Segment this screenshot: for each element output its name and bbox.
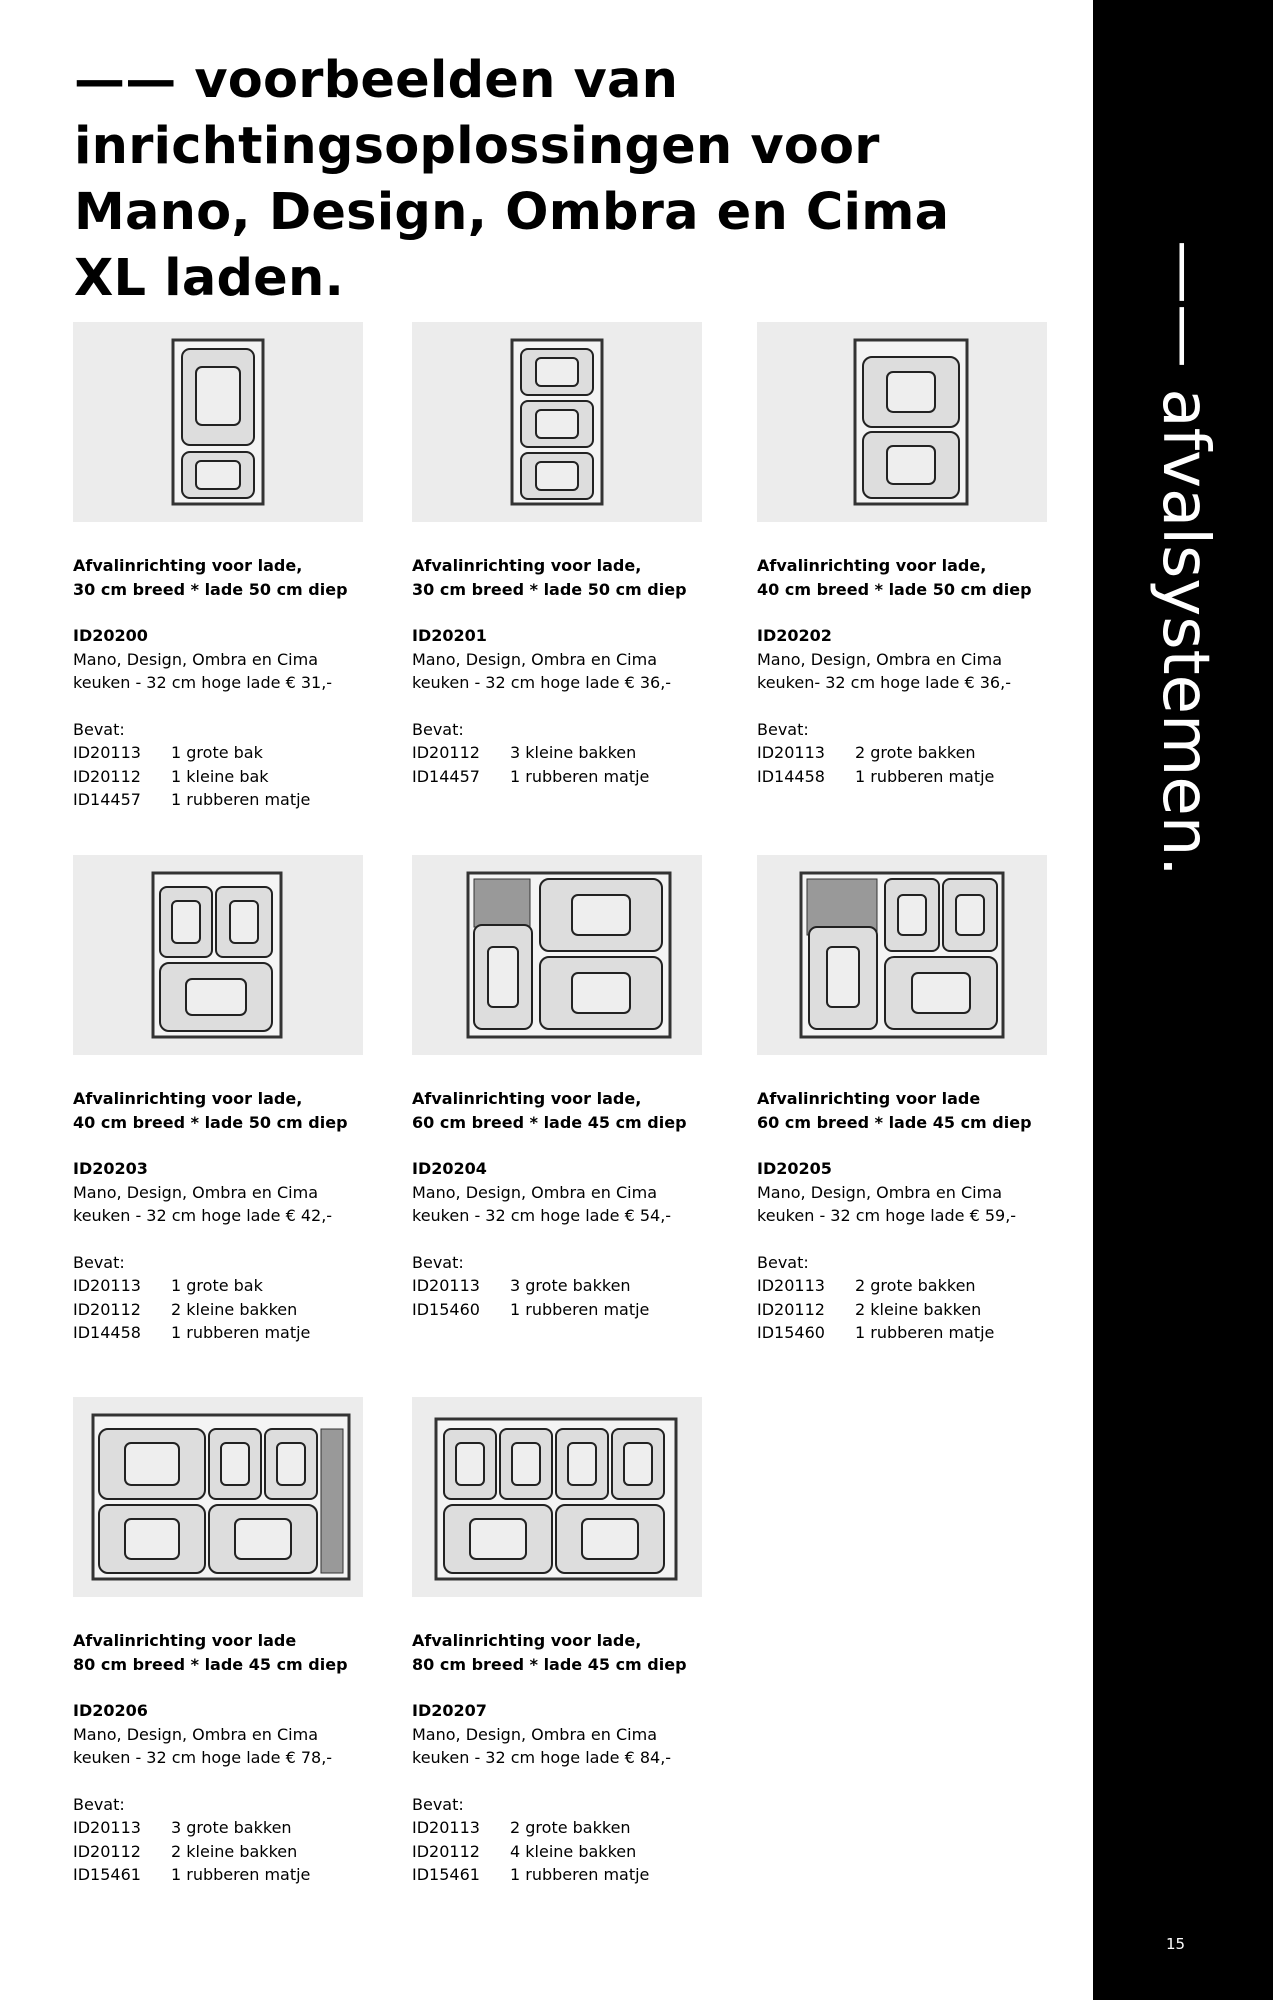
page-number: 15	[1166, 1935, 1186, 1953]
contents-label: Bevat:	[757, 1253, 809, 1272]
article-id: ID20201	[412, 626, 487, 645]
contents-label: Bevat:	[412, 1795, 464, 1814]
contents-row: ID20112 4 kleine bakken	[412, 1841, 637, 1861]
contents-label: Bevat:	[757, 720, 809, 739]
contents-row: ID20113 1 grote bak	[73, 743, 263, 762]
contents-row: ID20112 1 kleine bak	[73, 766, 269, 786]
contents-row: ID14457 1 rubberen matje	[73, 790, 311, 809]
description: Mano, Design, Ombra en Cima keuken - 32 cm hoge lade € 78,-	[73, 1725, 333, 1767]
contents-row: ID15461 1 rubberen matje	[412, 1865, 650, 1884]
product-card	[412, 322, 704, 788]
contents-row: ID14457 1 rubberen matje	[412, 766, 650, 786]
drawer-illustration	[412, 1397, 702, 1597]
card-title: Afvalinrichting voor lade, 40 cm breed * lade 50 cm diep	[73, 1089, 348, 1132]
drawer-illustration	[73, 855, 363, 1055]
side-title: —— afvalsystemen.	[1148, 240, 1222, 877]
page-title: —— voorbeelden van inrichtingsoplossingen voor Mano, Design, Ombra en Cima XL laden.	[74, 51, 950, 308]
drawer-illustration	[412, 322, 702, 522]
contents-row: ID15460 1 rubberen matje	[757, 1323, 995, 1342]
card-title: Afvalinrichting voor lade, 80 cm breed * lade 45 cm diep	[412, 1631, 687, 1674]
article-id: ID20205	[757, 1159, 832, 1178]
product-card	[73, 855, 365, 1345]
contents-row: ID20113 1 grote bak	[73, 1276, 263, 1295]
contents-row: ID20113 2 grote bakken	[757, 743, 976, 762]
product-card	[757, 855, 1049, 1345]
contents-row: ID14458 1 rubberen matje	[757, 766, 995, 786]
contents-row: ID20112 2 kleine bakken	[73, 1841, 298, 1861]
product-card	[73, 322, 365, 812]
contents-row: ID15461 1 rubberen matje	[73, 1865, 311, 1884]
product-card	[757, 322, 1049, 788]
drawer-illustration	[757, 855, 1047, 1055]
contents-row: ID20113 2 grote bakken	[757, 1276, 976, 1295]
card-title: Afvalinrichting voor lade 80 cm breed * lade 45 cm diep	[73, 1631, 348, 1674]
contents-row: ID20113 3 grote bakken	[73, 1818, 292, 1837]
card-title: Afvalinrichting voor lade, 60 cm breed * lade 45 cm diep	[412, 1089, 687, 1132]
contents-row: ID20112 2 kleine bakken	[757, 1299, 982, 1319]
card-title: Afvalinrichting voor lade, 30 cm breed * lade 50 cm diep	[412, 556, 687, 599]
article-id: ID20206	[73, 1701, 148, 1720]
contents-label: Bevat:	[412, 720, 464, 739]
card-title: Afvalinrichting voor lade 60 cm breed * lade 45 cm diep	[757, 1089, 1032, 1132]
contents-row: ID20112 3 kleine bakken	[412, 743, 637, 762]
contents-label: Bevat:	[73, 1795, 125, 1814]
description: Mano, Design, Ombra en Cima keuken - 32 cm hoge lade € 36,-	[412, 650, 672, 692]
card-title: Afvalinrichting voor lade, 30 cm breed * lade 50 cm diep	[73, 556, 348, 599]
article-id: ID20200	[73, 626, 148, 645]
description: Mano, Design, Ombra en Cima keuken- 32 cm hoge lade € 36,-	[757, 650, 1011, 692]
description: Mano, Design, Ombra en Cima keuken - 32 cm hoge lade € 54,-	[412, 1183, 672, 1225]
article-id: ID20202	[757, 626, 832, 645]
card-title: Afvalinrichting voor lade, 40 cm breed * lade 50 cm diep	[757, 556, 1032, 599]
description: Mano, Design, Ombra en Cima keuken - 32 cm hoge lade € 84,-	[412, 1725, 672, 1767]
drawer-illustration	[757, 322, 1047, 522]
drawer-illustration	[73, 322, 363, 522]
drawer-illustration	[412, 855, 702, 1055]
contents-row: ID20113 3 grote bakken	[412, 1276, 631, 1295]
article-id: ID20204	[412, 1159, 487, 1178]
description: Mano, Design, Ombra en Cima keuken - 32 cm hoge lade € 31,-	[73, 650, 333, 692]
contents-row: ID14458 1 rubberen matje	[73, 1323, 311, 1342]
article-id: ID20203	[73, 1159, 148, 1178]
contents-label: Bevat:	[73, 720, 125, 739]
contents-row: ID20113 2 grote bakken	[412, 1818, 631, 1837]
product-card	[412, 855, 704, 1321]
article-id: ID20207	[412, 1701, 487, 1720]
contents-label: Bevat:	[73, 1253, 125, 1272]
contents-row: ID20112 2 kleine bakken	[73, 1299, 298, 1319]
contents-row: ID15460 1 rubberen matje	[412, 1299, 650, 1319]
product-card	[73, 1397, 365, 1887]
description: Mano, Design, Ombra en Cima keuken - 32 cm hoge lade € 59,-	[757, 1183, 1017, 1225]
drawer-illustration	[73, 1397, 363, 1597]
description: Mano, Design, Ombra en Cima keuken - 32 cm hoge lade € 42,-	[73, 1183, 333, 1225]
product-card	[412, 1397, 704, 1887]
contents-label: Bevat:	[412, 1253, 464, 1272]
